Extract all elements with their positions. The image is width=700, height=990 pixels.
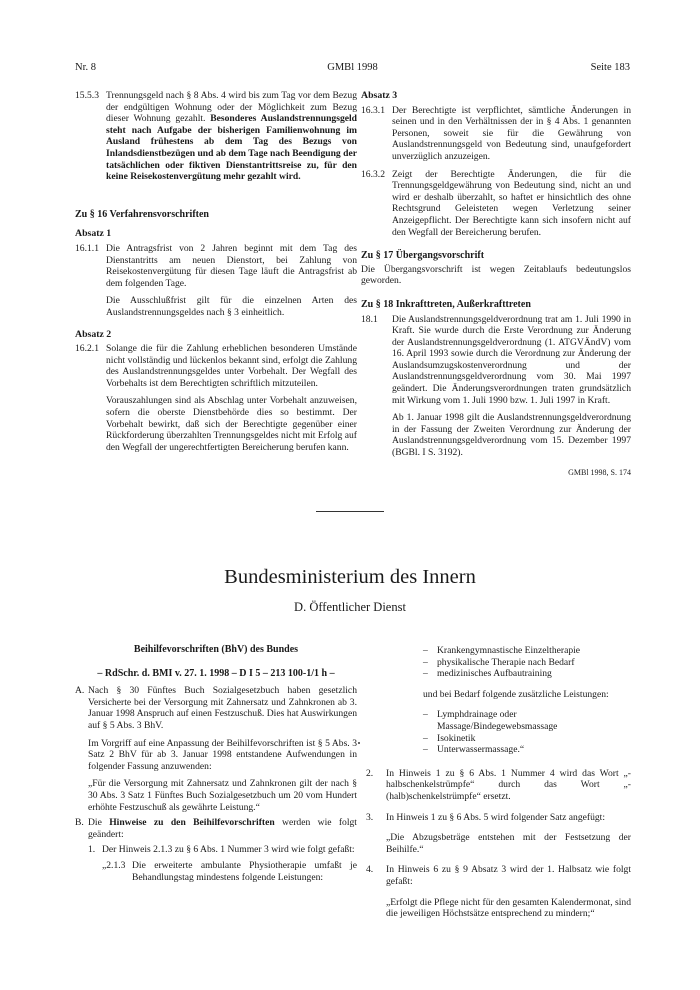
- item-3-label: 3.: [366, 811, 374, 823]
- list-item: – Isokinetik: [423, 732, 476, 744]
- list-item: – medizinisches Aufbautraining: [423, 668, 552, 680]
- item-1: [88, 844, 357, 883]
- entry-paragraph: Die Auslandstrennungsgeldverordnung trat am 1. Juli 1990 in Kraft. Sie wurde durch die Erste Verordnung zur Änderung der Auslandstrennungsgeldverordnung (1. ATGVÄndV) vom 16. April 1993 sowie durch die Verordnung zur Änderung der Auslandsumzugskostenverordnung und der Auslandstrennungsgeldverordnung vom 30. Mai 1997 geändert. Die Änderungsverordnungen traten grundsätzlich mit Wirkung vom 1. Juli 1990 bzw. 1. Juli 1997 in Kraft.: [392, 313, 631, 406]
- part-a: [75, 685, 357, 813]
- publication-title: GMBl 1998: [327, 62, 378, 73]
- absatz-3-heading: Absatz 3: [361, 90, 398, 101]
- entry-15-5-3: [75, 90, 357, 183]
- entry-paragraph: Ab 1. Januar 1998 gilt die Auslandstrennungsgeldverordnung in der Fassung der Zweiten Verordnung zur Änderung der Auslandstrennungsgeldverordnung vom 15. Dezember 1997 (BGBl. I S. 3192).: [392, 412, 631, 459]
- item-2-text: In Hinweis 1 zu § 6 Abs. 1 Nummer 4 wird das Wort „-halbschenkelstrümpfe“ durch das Wort „-(halb)schenkelstrümpfe“ ersetzt.: [386, 767, 631, 802]
- part-a-quote: „Für die Versorgung mit Zahnersatz und Zahnkronen gilt der nach § 30 Abs. 3 Satz 1 Fünftes Buch Sozialgesetzbuch um 20 vom Hundert erhöhte Festzuschuß als gewährte Leistung.“: [88, 778, 357, 813]
- item-1-sub: [102, 860, 357, 883]
- entry-text-normal: Trennungsgeld nach § 8 Abs. 4 wird bis zum Tag vor dem Bezug der endgültigen Wohnung oder der Möglichkeit zum Bezug dieser Wohnung gezahlt.: [106, 90, 357, 125]
- lower-left-column: [75, 644, 357, 883]
- item-4-label: 4.: [366, 864, 374, 876]
- entry-number: 16.1.1: [75, 242, 99, 254]
- ministry-title: Bundesministerium des Innern: [224, 566, 476, 588]
- entry-16-3-1: [361, 105, 631, 163]
- entry-number: 16.3.1: [361, 104, 385, 116]
- entry-number: 18.1: [361, 313, 378, 325]
- additional-services-text: und bei Bedarf folgende zusätzliche Leistungen:: [423, 688, 609, 700]
- part-b-text: werden wie folgt geändert:: [88, 817, 357, 840]
- entry-paragraph: Zeigt der Berechtigte Änderungen, die für die Trennungsgeldgewährung von Bedeutung sind, nicht an und wird er deshalb überzahlt, so haftet er hinsichtlich des ohne Rechtsgrund Geleisteten wegen Verletzung seiner Anzeigepflicht. Der Berechtigte kann sich insofern nicht auf den Wegfall der Bereicherung berufen.: [392, 168, 631, 238]
- item-3: [366, 812, 631, 856]
- list-item: – Unterwassermassage.“: [423, 744, 525, 756]
- therapy-list-block: [366, 645, 631, 756]
- part-b-label: B.: [75, 817, 84, 829]
- entry-paragraph: Die Antragsfrist von 2 Jahren beginnt mit dem Tag des Dienstantritts am neuen Dienstort, bei Zahlung von Reisekostenvergütung für diesen Tage läuft die Antragsfrist ab dem folgenden Tage.: [106, 242, 357, 289]
- part-b-text: Die: [88, 817, 110, 829]
- beihilfe-reference: – RdSchr. d. BMI v. 27. 1. 1998 – D I 5 – 213 100-1/1 h –: [97, 667, 335, 679]
- list-item: – physikalische Therapie nach Bedarf: [423, 656, 575, 668]
- entry-16-2-1: [75, 343, 357, 453]
- item-3-quote: „Die Abzugsbeträge entstehen mit der Festsetzung der Beihilfe.“: [386, 832, 631, 855]
- page-number: Seite 183: [590, 62, 630, 73]
- entry-text-bold: Besonderes Auslandstrennungsgeld steht nach Aufgabe der bisherigen Familienwohnung im Ausland frühestens ab dem Tag des Bezugs von Inlandsdienstbezügen und ab dem Tage nach Beendigung der tatsächlichen oder fiktiven Dienstantrittsreise zu, für den keine Reisekostenvergütung mehr gezahlt wird.: [106, 113, 357, 183]
- therapy-list: [423, 645, 631, 680]
- section-divider: [316, 511, 384, 512]
- upper-right-column: [361, 90, 631, 478]
- part-b-intro: [88, 817, 357, 840]
- part-b: [75, 817, 357, 883]
- absatz-1-heading: Absatz 1: [75, 228, 112, 240]
- entry-text: [106, 90, 357, 183]
- part-a-paragraph: Im Vorgriff auf eine Anpassung der Beihilfevorschriften ist § 5 Abs. 3 Satz 2 BhV für ab 3. Januar 1998 entstandene Aufwendungen in folgender Fassung anzuwenden:: [88, 737, 357, 772]
- absatz-2-heading: Absatz 2: [75, 328, 112, 340]
- section-heading-16: Zu § 16 Verfahrensvorschriften: [75, 208, 209, 220]
- entry-paragraph: Die Ausschlußfrist gilt für die einzelnen Arten des Auslandstrennungsgeldes nach § 3 einheitlich.: [106, 295, 357, 318]
- beihilfe-title: Beihilfevorschriften (BhV) des Bundes: [133, 644, 299, 655]
- item-1-sub-label: „2.1.3: [102, 859, 126, 871]
- item-4-quote: „Erfolgt die Pflege nicht für den gesamten Kalendermonat, sind die jeweiligen Höchstsätze entsprechend zu mindern;“: [386, 896, 631, 920]
- issue-number: Nr. 8: [75, 62, 96, 73]
- entry-paragraph: Solange die für die Zahlung erheblichen besonderen Umstände nicht vollständig und lückenlos bekannt sind, erfolgt die Zahlung des Auslandstrennungsgeldes unter Vorbehalt. Der Wegfall des Vorbehalts ist dem Berechtigten schriftlich mitzuteilen.: [106, 343, 357, 389]
- entry-paragraph: Der Berechtigte ist verpflichtet, sämtliche Änderungen in seinen und in den Verhältnissen der in § 4 Abs. 1 genannten Personen, soweit sie für die Gewährung von Auslandstrennungsgeld von Bedeutung sind, unaufgefordert unverzüglich anzuzeigen.: [392, 104, 631, 162]
- page-header: [75, 62, 630, 78]
- item-1-label: 1.: [88, 844, 96, 856]
- print-speck: [358, 742, 360, 744]
- part-a-label: A.: [75, 685, 85, 697]
- section-heading-18: Zu § 18 Inkrafttreten, Außerkrafttreten: [361, 298, 531, 310]
- item-2-label: 2.: [366, 767, 374, 779]
- source-reference: GMBl 1998, S. 174: [568, 467, 631, 477]
- section-17-text: Die Übergangsvorschrift ist wegen Zeitablaufs bedeutungslos geworden.: [361, 263, 631, 287]
- entry-number: 15.5.3: [75, 90, 99, 101]
- part-b-bold: Hinweise zu den Beihilfevorschriften: [109, 817, 275, 829]
- entry-number: 16.2.1: [75, 343, 99, 355]
- list-item: – Krankengymnastische Einzeltherapie: [423, 645, 581, 656]
- entry-paragraph: Vorauszahlungen sind als Abschlag unter Vorbehalt anzuweisen, sofern die oberste Dienstbehörde dies so bestimmt. Der Vorbehalt bewirkt, daß sich der Berechtigte gegenüber einer Rückforderung überzahlten Trennungsgeldes nicht mit Erfolg auf den Wegfall der ungerechtfertigten Bereicherung berufen kann.: [106, 395, 357, 453]
- ministry-subtitle: D. Öffentlicher Dienst: [294, 600, 406, 614]
- entry-number: 16.3.2: [361, 168, 385, 180]
- item-1-text: Der Hinweis 2.1.3 zu § 6 Abs. 1 Nummer 3 wird wie folgt gefaßt:: [102, 844, 355, 856]
- upper-left-column: [75, 90, 357, 453]
- entry-16-3-2: [361, 169, 631, 239]
- section-heading-17: Zu § 17 Übergangsvorschrift: [361, 250, 485, 262]
- item-4-text: In Hinweis 6 zu § 9 Absatz 3 wird der 1. Halbsatz wie folgt gefaßt:: [386, 864, 631, 887]
- entry-16-1-1: [75, 243, 357, 319]
- list-item: – Lymphdrainage oder Massage/Bindegewebsmassage: [423, 709, 558, 732]
- entry-18-1: [361, 314, 631, 459]
- part-a-paragraph: Nach § 30 Fünftes Buch Sozialgesetzbuch haben gesetzlich Versicherte bei der Versorgung mit Zahnersatz und Zahnkronen ab 3. Januar 1998 Anspruch auf einen Festzuschuß. Dies hat Auswirkungen auf § 5 Abs. 3 BhV.: [88, 685, 357, 731]
- item-2: [366, 768, 631, 803]
- item-3-text: In Hinweis 1 zu § 6 Abs. 5 wird folgender Satz angefügt:: [386, 811, 606, 823]
- lower-right-column: [366, 645, 631, 920]
- additional-list: [423, 709, 631, 755]
- item-4: [366, 864, 631, 919]
- item-1-sub-text: Die erweiterte ambulante Physiotherapie umfaßt je Behandlungstag mindestens folgende Leistungen:: [132, 859, 357, 883]
